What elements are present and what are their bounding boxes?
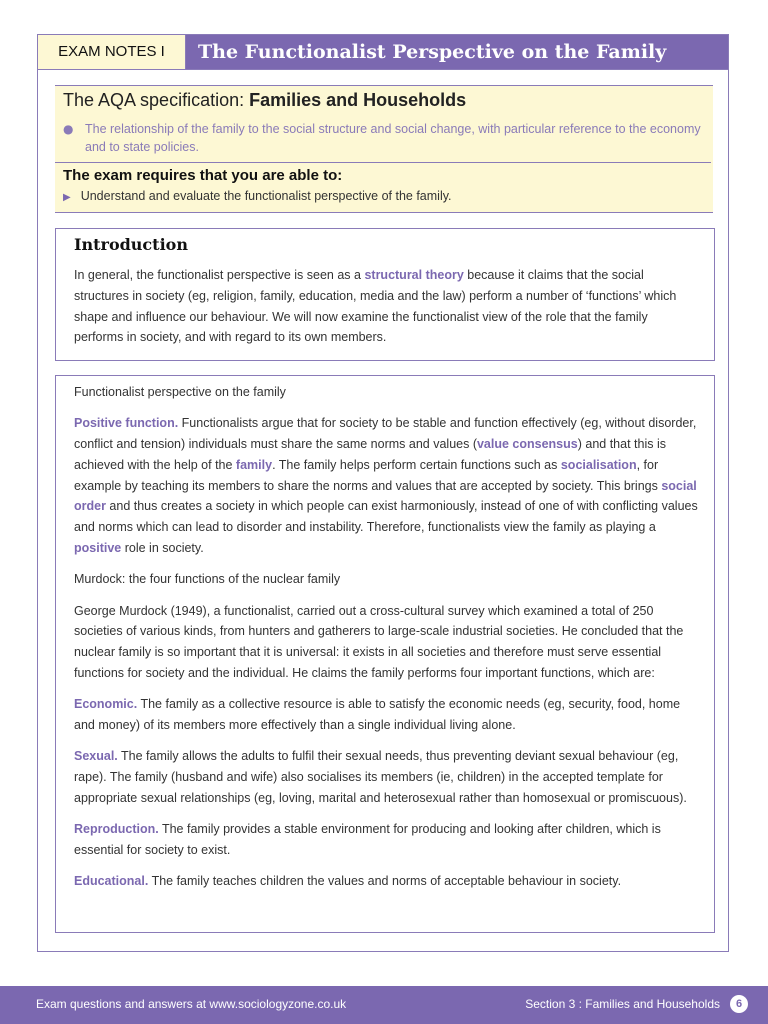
positive-text-2: ) and that this is achieved with the help of the (74, 437, 666, 472)
spec-divider (55, 162, 711, 163)
highlight-value-consensus: value consensus (476, 437, 578, 452)
reproduction-label: Reproduction. (74, 822, 159, 837)
economic-paragraph (74, 694, 702, 736)
educational-text: The family teaches children the values and norms of acceptable behaviour in society. (148, 874, 622, 889)
intro-text-1: In general, the functionalist perspective is seen as a (74, 268, 365, 282)
introduction-heading: Introduction (74, 235, 188, 254)
highlight-social-order: social order (74, 478, 697, 514)
positive-text-5: and thus creates a society in which people can exist harmoniously, instead of one of with conflicting values and norms which can lead to disorder and instability. Therefore, functionalists view the family as playing a (74, 499, 698, 535)
bullet-dot-icon: ● (63, 122, 74, 136)
header (38, 35, 728, 70)
subheading-functionalist-perspective: Functionalist perspective on the family (74, 385, 286, 399)
main-content (74, 382, 702, 903)
footer-section: Section 3 : Families and Households (525, 997, 720, 1011)
footer-website: Exam questions and answers at www.sociologyzone.co.uk (36, 997, 347, 1011)
positive-text-6: role in society. (121, 541, 204, 556)
positive-function-paragraph (74, 413, 702, 559)
main-content-box (55, 375, 715, 933)
murdock-paragraph: George Murdock (1949), a functionalist, carried out a cross-cultural survey which examined a total of 250 societies of various kinds, from hunters and gatherers to large-scale industrial societies. He concluded that the nuclear family is so important that it is universal: it exists in all societies and therefore must serve essential functions for society and the individual. He claims the family performs four important functions, which are: (74, 603, 684, 681)
page-number: 6 (730, 995, 748, 1013)
highlight-family: family (235, 457, 273, 472)
economic-label: Economic. (74, 697, 138, 712)
requirement-item (63, 189, 452, 203)
spec-bullet-text: The relationship of the family to the social structure and social change, with particular reference to the economy and to state policies. (85, 122, 701, 154)
sexual-label: Sexual. (74, 749, 118, 764)
requirement-item-text: Understand and evaluate the functionalist perspective of the family. (80, 189, 452, 203)
highlight-positive: positive (74, 541, 122, 556)
economic-text: The family as a collective resource is able to satisfy the economic needs (eg, security, food, home and money) of its members more effectively than a single individual living alone. (74, 697, 681, 733)
specification-panel (55, 85, 713, 213)
triangle-right-icon: ▶ (63, 192, 71, 203)
requirement-heading: The exam requires that you are able to: (63, 167, 343, 184)
positive-text-1: Functionalists argue that for society to be stable and function effectively (eg, without disorder, conflict and tension) individuals must share the same norms and values ( (74, 416, 697, 452)
educational-label: Educational. (74, 874, 149, 889)
introduction-text (74, 265, 696, 348)
positive-text-3: . The family helps perform certain functions such as (272, 457, 561, 472)
positive-function-label: Positive function. (74, 416, 179, 431)
exam-notes-label: EXAM NOTES I (38, 35, 186, 69)
reproduction-paragraph (74, 819, 702, 861)
page-title: The Functionalist Perspective on the Family (186, 35, 728, 69)
highlight-socialisation: socialisation (560, 457, 637, 472)
spec-title-prefix: The AQA specification: (63, 90, 250, 110)
intro-text-2: because it claims that the social structures in society (eg, religion, family, education, media and the law) perform a number of ‘functions’ which shape and influence our behaviour. We will now examine the functionalist view of the role that the family performs in society, and with regard to its own members. (74, 268, 677, 345)
sexual-paragraph (74, 746, 702, 808)
sexual-text: The family allows the adults to fulfil their sexual needs, thus preventing deviant sexual behaviour (eg, rape). The family (husband and wife) also socialises its members (ie, children) in the accepted template for appropriate sexual relationships (eg, loving, marital and heterosexual rather than homosexual or promiscuous). (74, 749, 687, 806)
positive-text-4: , for example by teaching its members to share the norms and values that are accepted by society. This brings (74, 457, 662, 493)
educational-paragraph (74, 871, 702, 892)
spec-title (63, 90, 466, 111)
subheading-murdock: Murdock: the four functions of the nuclear family (74, 572, 341, 587)
reproduction-text: The family provides a stable environment for producing and looking after children, which is essential for society to exist. (74, 822, 661, 858)
introduction-box (55, 228, 715, 361)
spec-title-bold: Families and Households (249, 90, 467, 110)
footer (0, 986, 768, 1024)
intro-highlight-structural-theory: structural theory (364, 268, 464, 282)
page-frame (37, 34, 729, 952)
spec-bullet (63, 120, 703, 156)
